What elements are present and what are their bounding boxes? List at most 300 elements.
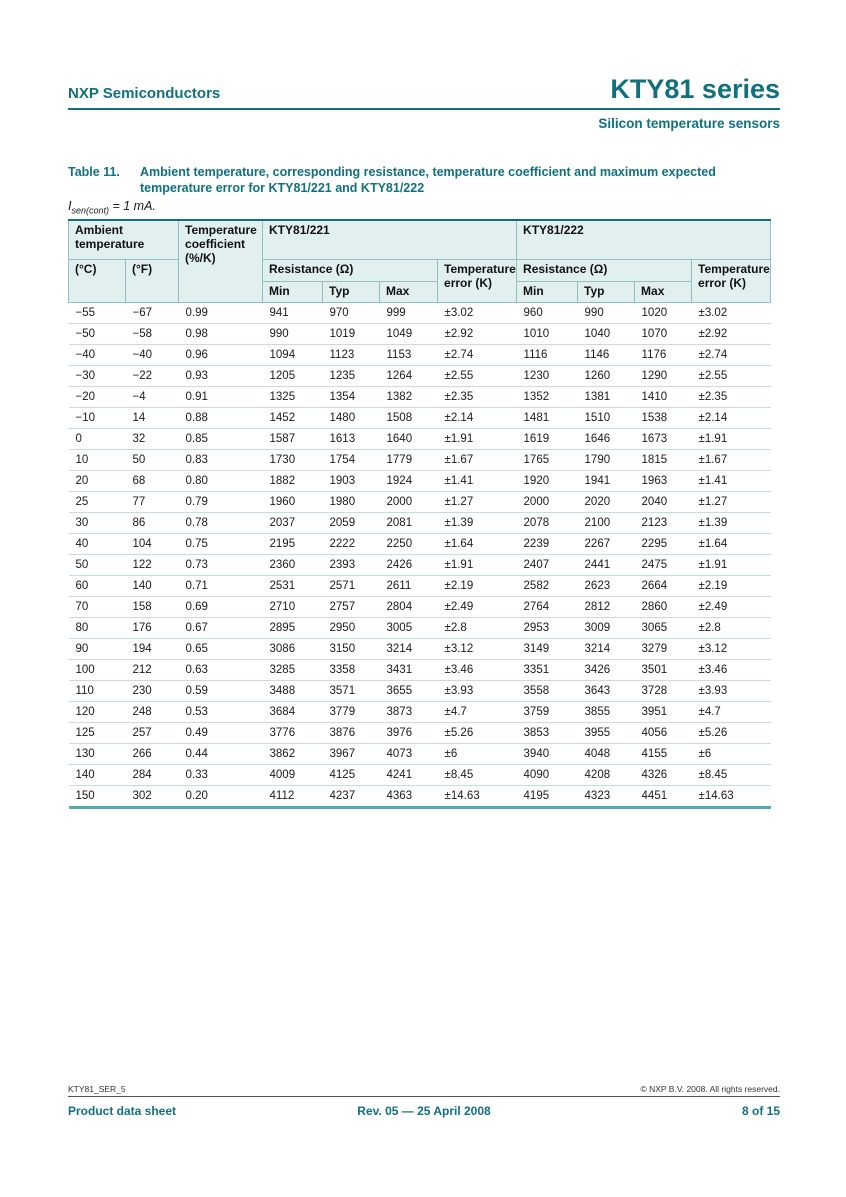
table-cell: 130 bbox=[69, 743, 126, 764]
table-cell: 1640 bbox=[380, 428, 438, 449]
table-cell: −10 bbox=[69, 407, 126, 428]
table-cell: 1382 bbox=[380, 386, 438, 407]
table-cell: 4125 bbox=[323, 764, 380, 785]
table-cell: ±14.63 bbox=[692, 785, 771, 807]
table-cell: 0.59 bbox=[179, 680, 263, 701]
table-cell: 941 bbox=[263, 302, 323, 323]
table-cell: 1260 bbox=[578, 365, 635, 386]
table-body bbox=[69, 302, 771, 807]
page-footer bbox=[68, 1084, 780, 1118]
table-row bbox=[69, 533, 771, 554]
table-cell: 0.65 bbox=[179, 638, 263, 659]
table-cell: 257 bbox=[126, 722, 179, 743]
col-header-temp-coeff: Temperature coefficient (%/K) bbox=[179, 220, 263, 303]
table-cell: 0.99 bbox=[179, 302, 263, 323]
table-cell: −22 bbox=[126, 365, 179, 386]
table-cell: 1290 bbox=[635, 365, 692, 386]
table-row bbox=[69, 302, 771, 323]
company-name: NXP Semiconductors bbox=[68, 85, 221, 102]
table-cell: 1230 bbox=[517, 365, 578, 386]
table-cell: 120 bbox=[69, 701, 126, 722]
table-cell: 60 bbox=[69, 575, 126, 596]
table-cell: 2531 bbox=[263, 575, 323, 596]
table-cell: 70 bbox=[69, 596, 126, 617]
table-cell: ±1.91 bbox=[692, 428, 771, 449]
table-cell: 1153 bbox=[380, 344, 438, 365]
table-row bbox=[69, 638, 771, 659]
table-cell: 2195 bbox=[263, 533, 323, 554]
table-cell: 266 bbox=[126, 743, 179, 764]
table-cell: 2571 bbox=[323, 575, 380, 596]
table-cell: 2950 bbox=[323, 617, 380, 638]
footer-doc-id: KTY81_SER_5 bbox=[68, 1084, 126, 1094]
table-cell: 2812 bbox=[578, 596, 635, 617]
table-cell: 3214 bbox=[578, 638, 635, 659]
table-cell: 1176 bbox=[635, 344, 692, 365]
test-condition bbox=[68, 199, 780, 216]
table-cell: 284 bbox=[126, 764, 179, 785]
table-cell: 1452 bbox=[263, 407, 323, 428]
table-cell: 1754 bbox=[323, 449, 380, 470]
table-cell: ±1.41 bbox=[692, 470, 771, 491]
table-cell: 3214 bbox=[380, 638, 438, 659]
table-cell: 90 bbox=[69, 638, 126, 659]
table-cell: 3862 bbox=[263, 743, 323, 764]
col-header-resistance-221: Resistance (Ω) bbox=[263, 259, 438, 281]
col-header-resistance-222: Resistance (Ω) bbox=[517, 259, 692, 281]
table-cell: 999 bbox=[380, 302, 438, 323]
table-row bbox=[69, 722, 771, 743]
table-cell: 68 bbox=[126, 470, 179, 491]
table-cell: 125 bbox=[69, 722, 126, 743]
col-header-temp-error-221: Temperature error (K) bbox=[438, 259, 517, 302]
table-cell: 140 bbox=[126, 575, 179, 596]
col-header-kty221: KTY81/221 bbox=[263, 220, 517, 260]
table-cell: −4 bbox=[126, 386, 179, 407]
col-header-ambient: Ambient temperature bbox=[69, 220, 179, 260]
table-cell: ±2.19 bbox=[692, 575, 771, 596]
table-cell: 1010 bbox=[517, 323, 578, 344]
table-cell: 2078 bbox=[517, 512, 578, 533]
table-cell: 2710 bbox=[263, 596, 323, 617]
table-cell: 3855 bbox=[578, 701, 635, 722]
table-cell: ±2.35 bbox=[692, 386, 771, 407]
table-cell: 3976 bbox=[380, 722, 438, 743]
page-header bbox=[68, 74, 780, 105]
table-cell: 14 bbox=[126, 407, 179, 428]
table-cell: 0.96 bbox=[179, 344, 263, 365]
table-cell: ±1.39 bbox=[438, 512, 517, 533]
table-cell: 4073 bbox=[380, 743, 438, 764]
table-cell: 2040 bbox=[635, 491, 692, 512]
table-cell: 2000 bbox=[380, 491, 438, 512]
table-cell: 140 bbox=[69, 764, 126, 785]
table-cell: −50 bbox=[69, 323, 126, 344]
table-cell: 1116 bbox=[517, 344, 578, 365]
table-cell: ±1.41 bbox=[438, 470, 517, 491]
table-row bbox=[69, 344, 771, 365]
table-cell: 2475 bbox=[635, 554, 692, 575]
table-cell: 1020 bbox=[635, 302, 692, 323]
table-cell: 32 bbox=[126, 428, 179, 449]
table-cell: 3431 bbox=[380, 659, 438, 680]
table-head bbox=[69, 220, 771, 303]
table-row bbox=[69, 659, 771, 680]
table-cell: 0.75 bbox=[179, 533, 263, 554]
table-cell: 2757 bbox=[323, 596, 380, 617]
table-cell: ±2.8 bbox=[438, 617, 517, 638]
table-cell: 3005 bbox=[380, 617, 438, 638]
footer-revision: Rev. 05 — 25 April 2008 bbox=[357, 1104, 491, 1118]
table-cell: 1325 bbox=[263, 386, 323, 407]
table-cell: 1538 bbox=[635, 407, 692, 428]
table-cell: 104 bbox=[126, 533, 179, 554]
table-cell: 3149 bbox=[517, 638, 578, 659]
table-cell: −20 bbox=[69, 386, 126, 407]
table-cell: 20 bbox=[69, 470, 126, 491]
table-cell: 2953 bbox=[517, 617, 578, 638]
table-cell: 0.44 bbox=[179, 743, 263, 764]
table-cell: 0.83 bbox=[179, 449, 263, 470]
table-cell: ±1.91 bbox=[438, 428, 517, 449]
table-cell: 1815 bbox=[635, 449, 692, 470]
table-cell: 0.91 bbox=[179, 386, 263, 407]
table-cell: 25 bbox=[69, 491, 126, 512]
table-cell: ±3.93 bbox=[438, 680, 517, 701]
table-row bbox=[69, 617, 771, 638]
col-header-min-222: Min bbox=[517, 281, 578, 302]
table-cell: 2623 bbox=[578, 575, 635, 596]
table-cell: 2267 bbox=[578, 533, 635, 554]
table-cell: 3776 bbox=[263, 722, 323, 743]
table-cell: 0.79 bbox=[179, 491, 263, 512]
table-row bbox=[69, 407, 771, 428]
table-cell: 3684 bbox=[263, 701, 323, 722]
table-cell: 3955 bbox=[578, 722, 635, 743]
table-cell: 0.63 bbox=[179, 659, 263, 680]
table-cell: 4009 bbox=[263, 764, 323, 785]
table-cell: 2239 bbox=[517, 533, 578, 554]
table-cell: 3488 bbox=[263, 680, 323, 701]
table-cell: 1765 bbox=[517, 449, 578, 470]
table-cell: ±2.49 bbox=[692, 596, 771, 617]
table-cell: 2407 bbox=[517, 554, 578, 575]
col-header-fahrenheit: (°F) bbox=[126, 259, 179, 302]
table-cell: ±6 bbox=[692, 743, 771, 764]
table-cell: 1963 bbox=[635, 470, 692, 491]
table-cell: 1146 bbox=[578, 344, 635, 365]
table-cell: 3940 bbox=[517, 743, 578, 764]
table-cell: 122 bbox=[126, 554, 179, 575]
table-cell: 100 bbox=[69, 659, 126, 680]
table-cell: ±2.8 bbox=[692, 617, 771, 638]
table-cell: 2100 bbox=[578, 512, 635, 533]
table-cell: ±2.74 bbox=[438, 344, 517, 365]
table-cell: ±3.46 bbox=[438, 659, 517, 680]
col-header-max-222: Max bbox=[635, 281, 692, 302]
table-cell: ±1.27 bbox=[692, 491, 771, 512]
table-cell: 2000 bbox=[517, 491, 578, 512]
table-cell: 176 bbox=[126, 617, 179, 638]
table-cell: ±1.27 bbox=[438, 491, 517, 512]
footer-page-number: 8 of 15 bbox=[741, 1104, 780, 1118]
table-cell: ±3.02 bbox=[692, 302, 771, 323]
table-cell: 0.98 bbox=[179, 323, 263, 344]
table-cell: 1510 bbox=[578, 407, 635, 428]
table-row bbox=[69, 365, 771, 386]
table-cell: 1920 bbox=[517, 470, 578, 491]
table-cell: 2804 bbox=[380, 596, 438, 617]
table-cell: 1941 bbox=[578, 470, 635, 491]
table-cell: 1352 bbox=[517, 386, 578, 407]
table-cell: 3655 bbox=[380, 680, 438, 701]
table-cell: ±5.26 bbox=[438, 722, 517, 743]
table-cell: 1040 bbox=[578, 323, 635, 344]
table-cell: 3643 bbox=[578, 680, 635, 701]
table-cell: ±14.63 bbox=[438, 785, 517, 807]
table-row bbox=[69, 428, 771, 449]
table-cell: 3285 bbox=[263, 659, 323, 680]
col-header-temp-error-222: Temperature error (K) bbox=[692, 259, 771, 302]
table-row bbox=[69, 575, 771, 596]
table-cell: 0.78 bbox=[179, 512, 263, 533]
table-cell: 1354 bbox=[323, 386, 380, 407]
table-cell: 0.88 bbox=[179, 407, 263, 428]
table-cell: 2123 bbox=[635, 512, 692, 533]
table-row bbox=[69, 386, 771, 407]
table-cell: 1205 bbox=[263, 365, 323, 386]
table-cell: 1960 bbox=[263, 491, 323, 512]
header-rule bbox=[68, 108, 780, 110]
table-cell: 3558 bbox=[517, 680, 578, 701]
table-cell: ±2.55 bbox=[692, 365, 771, 386]
table-cell: 0 bbox=[69, 428, 126, 449]
table-cell: 4208 bbox=[578, 764, 635, 785]
table-cell: ±1.39 bbox=[692, 512, 771, 533]
table-cell: 230 bbox=[126, 680, 179, 701]
table-row bbox=[69, 491, 771, 512]
table-cell: 4195 bbox=[517, 785, 578, 807]
table-cell: 50 bbox=[126, 449, 179, 470]
table-cell: 2441 bbox=[578, 554, 635, 575]
table-cell: 990 bbox=[263, 323, 323, 344]
table-cell: 0.73 bbox=[179, 554, 263, 575]
table-cell: ±1.64 bbox=[692, 533, 771, 554]
table-cell: 2393 bbox=[323, 554, 380, 575]
table-cell: ±2.92 bbox=[438, 323, 517, 344]
table-cell: 2222 bbox=[323, 533, 380, 554]
table-cell: 2295 bbox=[635, 533, 692, 554]
table-cell: −67 bbox=[126, 302, 179, 323]
table-cell: 0.53 bbox=[179, 701, 263, 722]
table-cell: 970 bbox=[323, 302, 380, 323]
table-cell: 1980 bbox=[323, 491, 380, 512]
col-header-max-221: Max bbox=[380, 281, 438, 302]
data-table bbox=[68, 219, 771, 809]
table-cell: 3086 bbox=[263, 638, 323, 659]
table-row bbox=[69, 470, 771, 491]
table-cell: 50 bbox=[69, 554, 126, 575]
table-cell: 3759 bbox=[517, 701, 578, 722]
table-cell: 2360 bbox=[263, 554, 323, 575]
table-cell: 3951 bbox=[635, 701, 692, 722]
table-cell: −58 bbox=[126, 323, 179, 344]
table-cell: ±2.19 bbox=[438, 575, 517, 596]
footer-rule bbox=[68, 1096, 780, 1097]
table-cell: 150 bbox=[69, 785, 126, 807]
table-cell: 3967 bbox=[323, 743, 380, 764]
table-cell: ±5.26 bbox=[692, 722, 771, 743]
table-cell: 2764 bbox=[517, 596, 578, 617]
table-cell: ±3.12 bbox=[692, 638, 771, 659]
table-cell: ±2.49 bbox=[438, 596, 517, 617]
table-cell: −40 bbox=[69, 344, 126, 365]
table-cell: 212 bbox=[126, 659, 179, 680]
table-cell: 1730 bbox=[263, 449, 323, 470]
table-caption-label: Table 11. bbox=[68, 165, 120, 179]
table-cell: ±1.91 bbox=[692, 554, 771, 575]
table-cell: ±6 bbox=[438, 743, 517, 764]
table-cell: 3009 bbox=[578, 617, 635, 638]
table-cell: 3853 bbox=[517, 722, 578, 743]
table-cell: 30 bbox=[69, 512, 126, 533]
table-cell: 1410 bbox=[635, 386, 692, 407]
table-cell: ±8.45 bbox=[692, 764, 771, 785]
table-cell: 2426 bbox=[380, 554, 438, 575]
table-cell: 990 bbox=[578, 302, 635, 323]
condition-subscript: sen(cont) bbox=[71, 205, 110, 216]
table-row bbox=[69, 764, 771, 785]
table-row bbox=[69, 512, 771, 533]
table-cell: 2059 bbox=[323, 512, 380, 533]
document-subtitle: Silicon temperature sensors bbox=[598, 116, 780, 131]
table-cell: 1790 bbox=[578, 449, 635, 470]
table-cell: ±3.12 bbox=[438, 638, 517, 659]
footer-copyright: © NXP B.V. 2008. All rights reserved. bbox=[640, 1084, 780, 1094]
table-cell: 2250 bbox=[380, 533, 438, 554]
table-row bbox=[69, 680, 771, 701]
table-cell: 0.49 bbox=[179, 722, 263, 743]
table-cell: 2860 bbox=[635, 596, 692, 617]
table-row bbox=[69, 323, 771, 344]
table-cell: 77 bbox=[126, 491, 179, 512]
table-cell: 3873 bbox=[380, 701, 438, 722]
table-cell: 1673 bbox=[635, 428, 692, 449]
table-cell: 960 bbox=[517, 302, 578, 323]
table-cell: 1924 bbox=[380, 470, 438, 491]
table-cell: 1070 bbox=[635, 323, 692, 344]
table-cell: ±2.92 bbox=[692, 323, 771, 344]
table-row bbox=[69, 743, 771, 764]
table-cell: −30 bbox=[69, 365, 126, 386]
table-cell: ±3.02 bbox=[438, 302, 517, 323]
table-cell: 4112 bbox=[263, 785, 323, 807]
table-cell: 0.85 bbox=[179, 428, 263, 449]
table-cell: 0.71 bbox=[179, 575, 263, 596]
table-cell: 0.20 bbox=[179, 785, 263, 807]
table-cell: 0.67 bbox=[179, 617, 263, 638]
table-cell: 1481 bbox=[517, 407, 578, 428]
table-cell: ±2.14 bbox=[692, 407, 771, 428]
table-cell: ±4.7 bbox=[692, 701, 771, 722]
table-cell: 2020 bbox=[578, 491, 635, 512]
table-cell: ±2.35 bbox=[438, 386, 517, 407]
col-header-celsius: (°C) bbox=[69, 259, 126, 302]
table-cell: 2664 bbox=[635, 575, 692, 596]
table-cell: 1094 bbox=[263, 344, 323, 365]
table-cell: 1779 bbox=[380, 449, 438, 470]
col-header-typ-221: Typ bbox=[323, 281, 380, 302]
table-cell: 1903 bbox=[323, 470, 380, 491]
table-cell: 1508 bbox=[380, 407, 438, 428]
table-cell: ±3.46 bbox=[692, 659, 771, 680]
table-cell: 4155 bbox=[635, 743, 692, 764]
table-cell: 0.80 bbox=[179, 470, 263, 491]
table-cell: 1613 bbox=[323, 428, 380, 449]
table-cell: 1480 bbox=[323, 407, 380, 428]
table-cell: 4241 bbox=[380, 764, 438, 785]
table-row bbox=[69, 449, 771, 470]
table-cell: ±1.67 bbox=[438, 449, 517, 470]
table-cell: 2037 bbox=[263, 512, 323, 533]
col-header-min-221: Min bbox=[263, 281, 323, 302]
table-cell: 0.93 bbox=[179, 365, 263, 386]
table-cell: 3065 bbox=[635, 617, 692, 638]
document-title: KTY81 series bbox=[610, 74, 780, 104]
table-cell: −40 bbox=[126, 344, 179, 365]
table-cell: ±1.67 bbox=[692, 449, 771, 470]
table-cell: 3501 bbox=[635, 659, 692, 680]
table-cell: 80 bbox=[69, 617, 126, 638]
table-cell: ±3.93 bbox=[692, 680, 771, 701]
table-cell: 2611 bbox=[380, 575, 438, 596]
table-cell: 3358 bbox=[323, 659, 380, 680]
table-cell: 1646 bbox=[578, 428, 635, 449]
table-cell: 40 bbox=[69, 533, 126, 554]
table-caption-text: Ambient temperature, corresponding resistance, temperature coefficient and maximum expected temperature error for KTY81/221 and KTY81/222 bbox=[140, 165, 716, 195]
table-cell: 158 bbox=[126, 596, 179, 617]
footer-doc-type: Product data sheet bbox=[68, 1104, 177, 1118]
table-cell: ±2.55 bbox=[438, 365, 517, 386]
col-header-kty222: KTY81/222 bbox=[517, 220, 771, 260]
table-caption bbox=[68, 164, 780, 196]
table-cell: ±1.91 bbox=[438, 554, 517, 575]
table-cell: 1019 bbox=[323, 323, 380, 344]
table-cell: 10 bbox=[69, 449, 126, 470]
table-cell: 4451 bbox=[635, 785, 692, 807]
table-cell: 0.69 bbox=[179, 596, 263, 617]
table-cell: 4048 bbox=[578, 743, 635, 764]
table-cell: 1587 bbox=[263, 428, 323, 449]
table-cell: 4090 bbox=[517, 764, 578, 785]
table-cell: 1381 bbox=[578, 386, 635, 407]
table-cell: 2081 bbox=[380, 512, 438, 533]
table-cell: 3150 bbox=[323, 638, 380, 659]
table-cell: 302 bbox=[126, 785, 179, 807]
table-cell: 248 bbox=[126, 701, 179, 722]
table-cell: 4237 bbox=[323, 785, 380, 807]
table-cell: 1049 bbox=[380, 323, 438, 344]
table-cell: 1619 bbox=[517, 428, 578, 449]
table-cell: 3279 bbox=[635, 638, 692, 659]
table-cell: 194 bbox=[126, 638, 179, 659]
table-cell: 3571 bbox=[323, 680, 380, 701]
table-cell: 1123 bbox=[323, 344, 380, 365]
table-cell: 110 bbox=[69, 680, 126, 701]
table-cell: 4056 bbox=[635, 722, 692, 743]
condition-value: = 1 mA. bbox=[109, 199, 156, 213]
table-cell: ±1.64 bbox=[438, 533, 517, 554]
